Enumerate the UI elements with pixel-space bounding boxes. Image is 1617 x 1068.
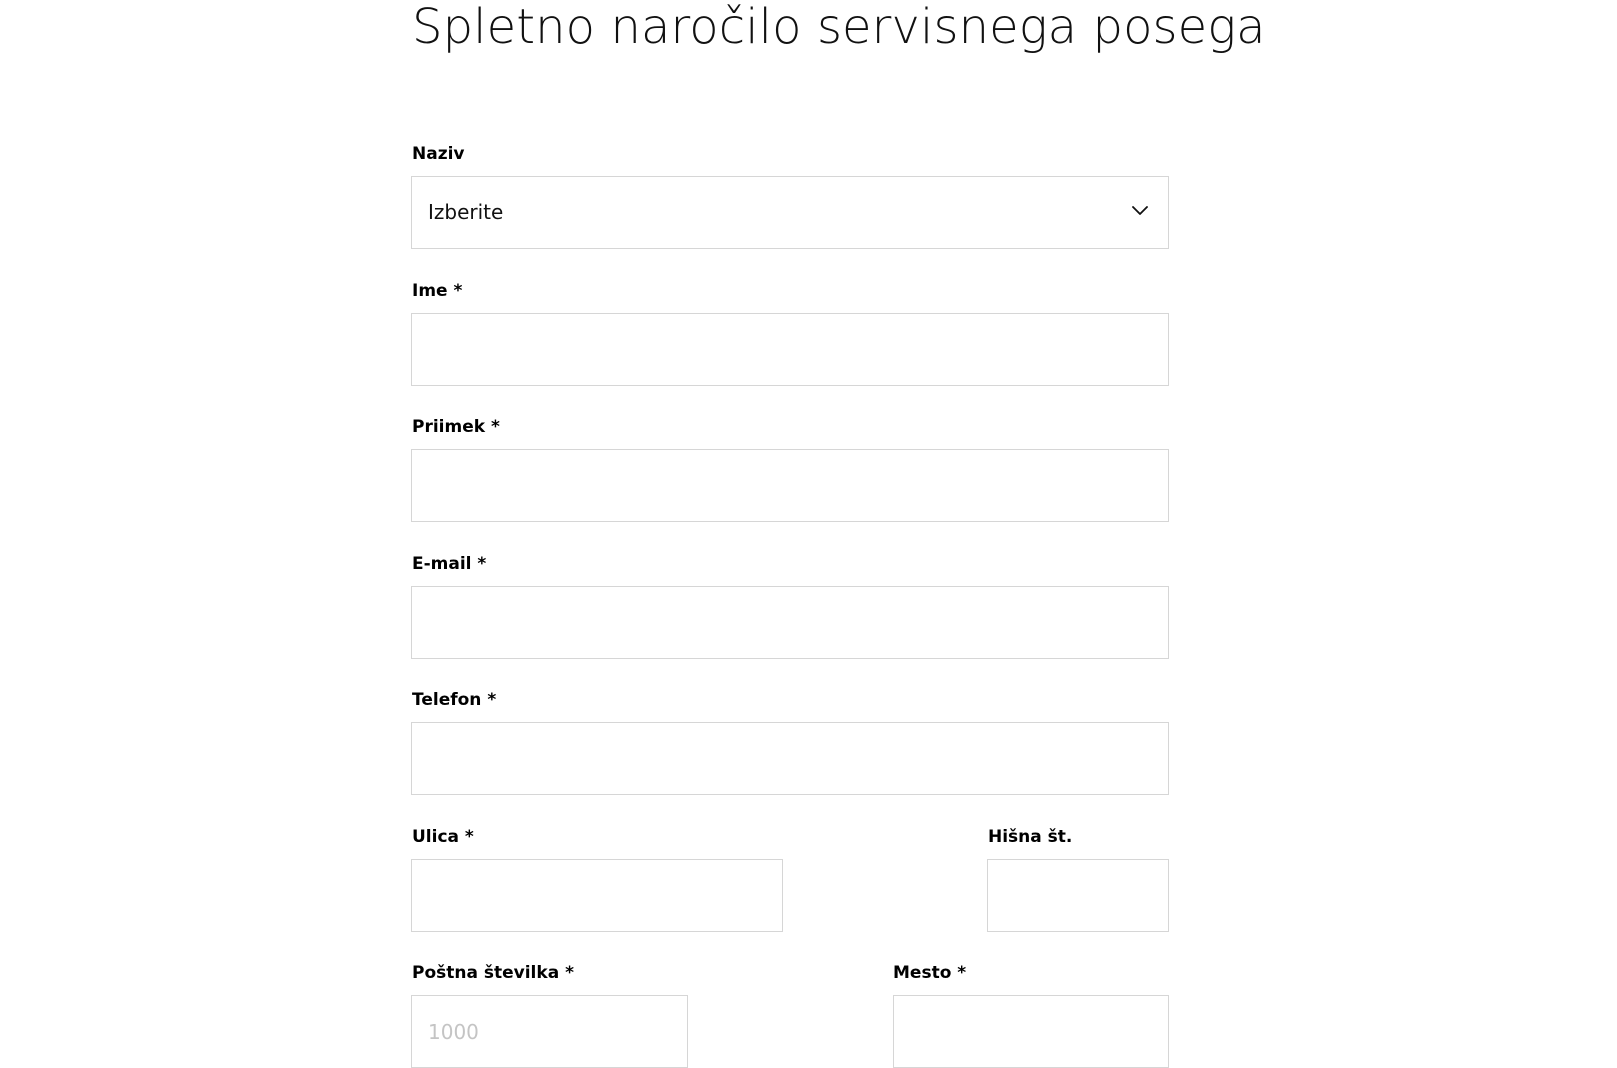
postna-stevilka-input[interactable] [411, 995, 688, 1068]
telefon-label: Telefon * [412, 690, 497, 710]
naziv-select[interactable] [411, 176, 1169, 249]
mesto-label: Mesto * [893, 963, 967, 983]
email-input[interactable] [411, 586, 1169, 659]
ulica-label: Ulica * [412, 827, 474, 847]
chevron-down-icon [1130, 201, 1150, 221]
postna-stevilka-label: Poštna številka * [412, 963, 574, 983]
mesto-input[interactable] [893, 995, 1169, 1068]
page-title: Spletno naročilo servisnega posega [412, 0, 1266, 55]
priimek-input[interactable] [411, 449, 1169, 522]
hisna-st-input[interactable] [987, 859, 1169, 932]
naziv-selected-value: Izberite [428, 200, 504, 224]
telefon-input[interactable] [411, 722, 1169, 795]
naziv-label: Naziv [412, 144, 465, 164]
hisna-st-label: Hišna št. [988, 827, 1073, 847]
priimek-label: Priimek * [412, 417, 500, 437]
ulica-input[interactable] [411, 859, 783, 932]
ime-input[interactable] [411, 313, 1169, 386]
ime-label: Ime * [412, 281, 463, 301]
email-label: E-mail * [412, 554, 487, 574]
